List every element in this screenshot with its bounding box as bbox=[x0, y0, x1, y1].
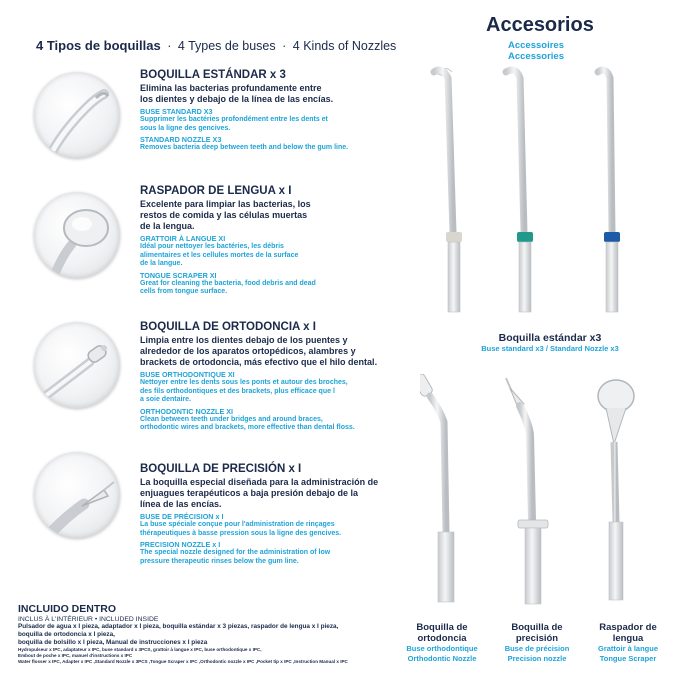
precision-nozzle-closeup-image bbox=[34, 452, 120, 538]
nozzle-title: RASPADOR DE LENGUA x I bbox=[140, 185, 292, 197]
included-small-line: Hydropulseur x IPC, adaptateur x IPC, buse standard x 3PCS, grattoir à langue x IPC, buse orthodontique x IPC, bbox=[18, 647, 262, 652]
title-fr: 4 Types de buses bbox=[177, 39, 276, 53]
tongue-scraper-closeup-image bbox=[34, 192, 120, 278]
accessory-nozzles-image bbox=[420, 374, 680, 614]
nozzle-fr-title: GRATTOIR À LANGUE XI bbox=[140, 234, 226, 243]
nozzle-desc-fr: Supprimer les bactéries profondément entre les dents et sous la ligne des gencives. bbox=[140, 116, 328, 132]
nozzle-desc-fr: Nettoyer entre les dents sous les ponts et autour des broches, des fils orthodontiques et des brackets, plus efficace que l a soie dentaire. bbox=[140, 379, 348, 404]
nozzle-fr-title: BUSE ORTHODONTIQUE XI bbox=[140, 370, 235, 379]
nozzle-desc-fr: Idéal pour nettoyer les bactéries, les débris alimentaires et les cellules mortes de la surface de la langue. bbox=[140, 243, 299, 268]
included-section bbox=[18, 603, 428, 665]
nozzle-en-title: STANDARD NOZZLE X3 bbox=[140, 135, 222, 145]
nozzle-fr-title: BUSE DE PRÉCISION x I bbox=[140, 512, 224, 521]
accessories-title: Accesorios bbox=[486, 14, 594, 36]
nozzle-title: BOQUILLA DE ORTODONCIA x I bbox=[140, 321, 316, 333]
nozzle-en-title: TONGUE SCRAPER XI bbox=[140, 270, 217, 280]
precision-caption: Boquilla de precisión Buse de précision Precision nozzle bbox=[504, 622, 570, 663]
accessories-sub-en: Accessories bbox=[508, 51, 564, 62]
page-title: 4 Tipos de boquillas · 4 Types de buses · 4 Kinds of Nozzles bbox=[36, 38, 397, 53]
nozzle-desc-en: Removes bacteria deep between teeth and below the gum line. bbox=[140, 144, 349, 152]
nozzle-color-ring bbox=[517, 232, 533, 242]
nozzle-en-title: PRECISION NOZZLE x I bbox=[140, 540, 221, 550]
included-subtitle: INCLUS À L'INTÉRIEUR • INCLUDED INSIDE bbox=[18, 616, 159, 623]
nozzle-info-tongue-scraper bbox=[140, 184, 420, 297]
included-line: boquilla de bolsillo x I pieza, Manual de instrucciones x I pieza bbox=[18, 639, 208, 646]
nozzle-color-ring bbox=[446, 232, 462, 242]
nozzle-info-standard bbox=[140, 68, 420, 153]
included-line: boquilla de ortodoncia x I pieza, bbox=[18, 631, 115, 638]
nozzle-desc-en: Great for cleaning the bacteria, food debris and dead cells from tongue surface. bbox=[140, 279, 316, 296]
accessories-sub-fr: Accessoires bbox=[508, 40, 564, 51]
nozzle-fr-title: BUSE STANDARD X3 bbox=[140, 107, 213, 116]
orthodontic-caption: Boquilla de ortodoncia Buse orthodontique Orthodontic Nozzle bbox=[406, 622, 478, 663]
standard-nozzle-closeup-image bbox=[34, 72, 120, 158]
nozzle-desc-es: Limpia entre los dientes debajo de los puentes y alrededor de los aparatos ortopédicos, alambres y brackets de ortodoncia, más efectivo que el hilo dental. bbox=[140, 335, 378, 367]
tongue-scraper-caption: Raspador de lengua Grattoir à langue Tongue Scraper bbox=[597, 622, 658, 663]
included-small-line: Water flosser x IPC, Adapter x IPC ,Standard Nozzle x 3PCS ,Tongue Scraper x IPC ,Orthodontic nozzle x IPC ,Pocket tip x IPC ,Instruction Manual x IPC bbox=[18, 659, 348, 664]
nozzle-info-orthodontic bbox=[140, 320, 420, 433]
title-es: 4 Tipos de boquillas bbox=[36, 38, 161, 53]
nozzle-desc-es: La boquilla especial diseñada para la administración de enjuagues terapéuticos a baja presión debajo de la línea de las encías. bbox=[140, 477, 379, 509]
nozzle-desc-es: Excelente para limpiar las bacterias, los restos de comida y las células muertas de la lengua. bbox=[140, 199, 311, 231]
nozzle-en-title: ORTHODONTIC NOZZLE XI bbox=[140, 406, 234, 416]
orthodontic-nozzle-closeup-image bbox=[34, 322, 120, 408]
nozzle-info-precision bbox=[140, 462, 420, 566]
nozzle-desc-en: Clean between teeth under bridges and around braces, orthodontic wires and brackets, more effective than dental floss. bbox=[140, 415, 355, 432]
nozzle-desc-fr: La buse spéciale conçue pour l'administration de rinçages thérapeutiques à basse pression sous la ligne des gencives. bbox=[140, 521, 342, 537]
standard-caption: Boquilla estándar x3 Buse standard x3 / Standard Nozzle x3 bbox=[481, 332, 619, 353]
included-title: INCLUIDO DENTRO bbox=[18, 603, 116, 615]
standard-nozzles-image bbox=[420, 64, 660, 324]
title-en: 4 Kinds of Nozzles bbox=[292, 39, 397, 53]
nozzle-title: BOQUILLA DE PRECISIÓN x I bbox=[140, 463, 302, 475]
included-line: Pulsador de agua x I pieza, adaptador x I pieza, boquilla estándar x 3 piezas, raspador de lengua x I pieza, bbox=[18, 623, 339, 630]
nozzle-desc-es: Elimina las bacterias profundamente entre los dientes y debajo de la línea de las encías. bbox=[140, 83, 334, 104]
included-small-line: Embout de poche x IPC, manuel d'instructions x IPC bbox=[18, 653, 133, 658]
nozzle-color-ring bbox=[604, 232, 620, 242]
nozzle-desc-en: The special nozzle designed for the administration of low pressure therapeutic rinses below the gum line. bbox=[140, 549, 331, 565]
nozzle-title: BOQUILLA ESTÁNDAR x 3 bbox=[140, 69, 286, 81]
